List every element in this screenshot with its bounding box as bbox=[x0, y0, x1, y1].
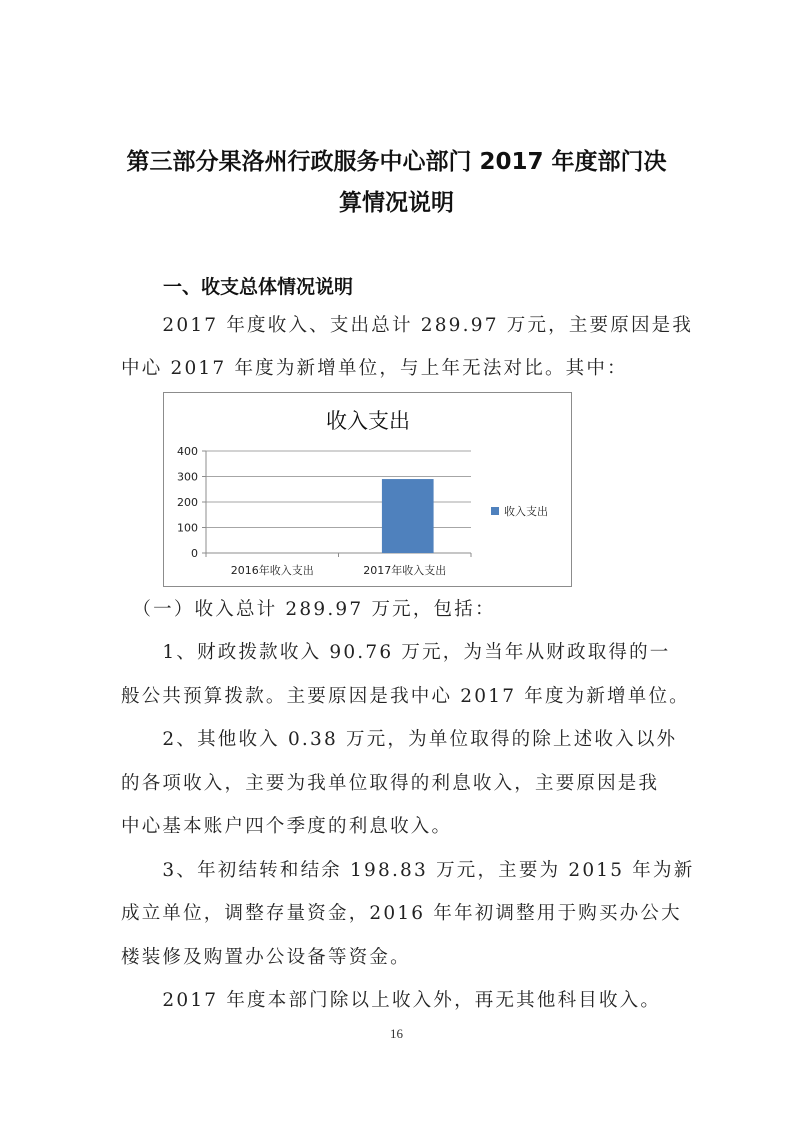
paragraph-line: 的各项收入，主要为我单位取得的利息收入，主要原因是我 bbox=[121, 773, 660, 794]
y-tick-label: 0 bbox=[191, 547, 198, 560]
paragraph-line: 成立单位，调整存量资金，2016 年年初调整用于购买办公大 bbox=[121, 903, 682, 924]
y-tick-label: 300 bbox=[177, 470, 198, 484]
document-title-line-1: 第三部分果洛州行政服务中心部门 2017 年度部门决 bbox=[126, 149, 667, 175]
chart-canvas bbox=[164, 393, 573, 588]
paragraph-line: 2017 年度收入、支出总计 289.97 万元，主要原因是我 bbox=[121, 315, 694, 336]
paragraph-line: 3、年初结转和结余 198.83 万元，主要为 2015 年为新 bbox=[121, 860, 695, 881]
paragraph-line: 2、其他收入 0.38 万元，为单位取得的除上述收入以外 bbox=[121, 729, 678, 750]
x-tick-label: 2016年收入支出 bbox=[230, 564, 314, 577]
paragraph-line: 楼装修及购置办公设备等资金。 bbox=[121, 947, 411, 968]
paragraph-line: （一）收入总计 289.97 万元，包括： bbox=[121, 599, 496, 620]
y-tick-label: 200 bbox=[177, 496, 198, 509]
paragraph-line: 1、财政拨款收入 90.76 万元，为当年从财政取得的一 bbox=[121, 642, 671, 663]
legend-swatch bbox=[491, 507, 499, 515]
y-tick-label: 100 bbox=[177, 521, 198, 535]
page-number: 16 bbox=[390, 1026, 403, 1041]
paragraph-line: 中心基本账户四个季度的利息收入。 bbox=[121, 816, 453, 837]
section-heading: 一、收支总体情况说明 bbox=[163, 276, 354, 298]
y-tick-label: 400 bbox=[177, 445, 198, 458]
legend-label: 收入支出 bbox=[504, 505, 548, 518]
income-expense-chart bbox=[163, 392, 572, 587]
x-tick-label: 2017年收入支出 bbox=[363, 564, 447, 577]
document-title-line-2: 算情况说明 bbox=[339, 190, 454, 216]
paragraph-line: 般公共预算拨款。主要原因是我中心 2017 年度为新增单位。 bbox=[121, 686, 690, 707]
paragraph-line: 中心 2017 年度为新增单位，与上年无法对比。其中： bbox=[121, 358, 628, 379]
paragraph-line: 2017 年度本部门除以上收入外，再无其他科目收入。 bbox=[121, 990, 662, 1011]
chart-title: 收入支出 bbox=[326, 409, 410, 433]
bar-2017 bbox=[382, 479, 434, 553]
